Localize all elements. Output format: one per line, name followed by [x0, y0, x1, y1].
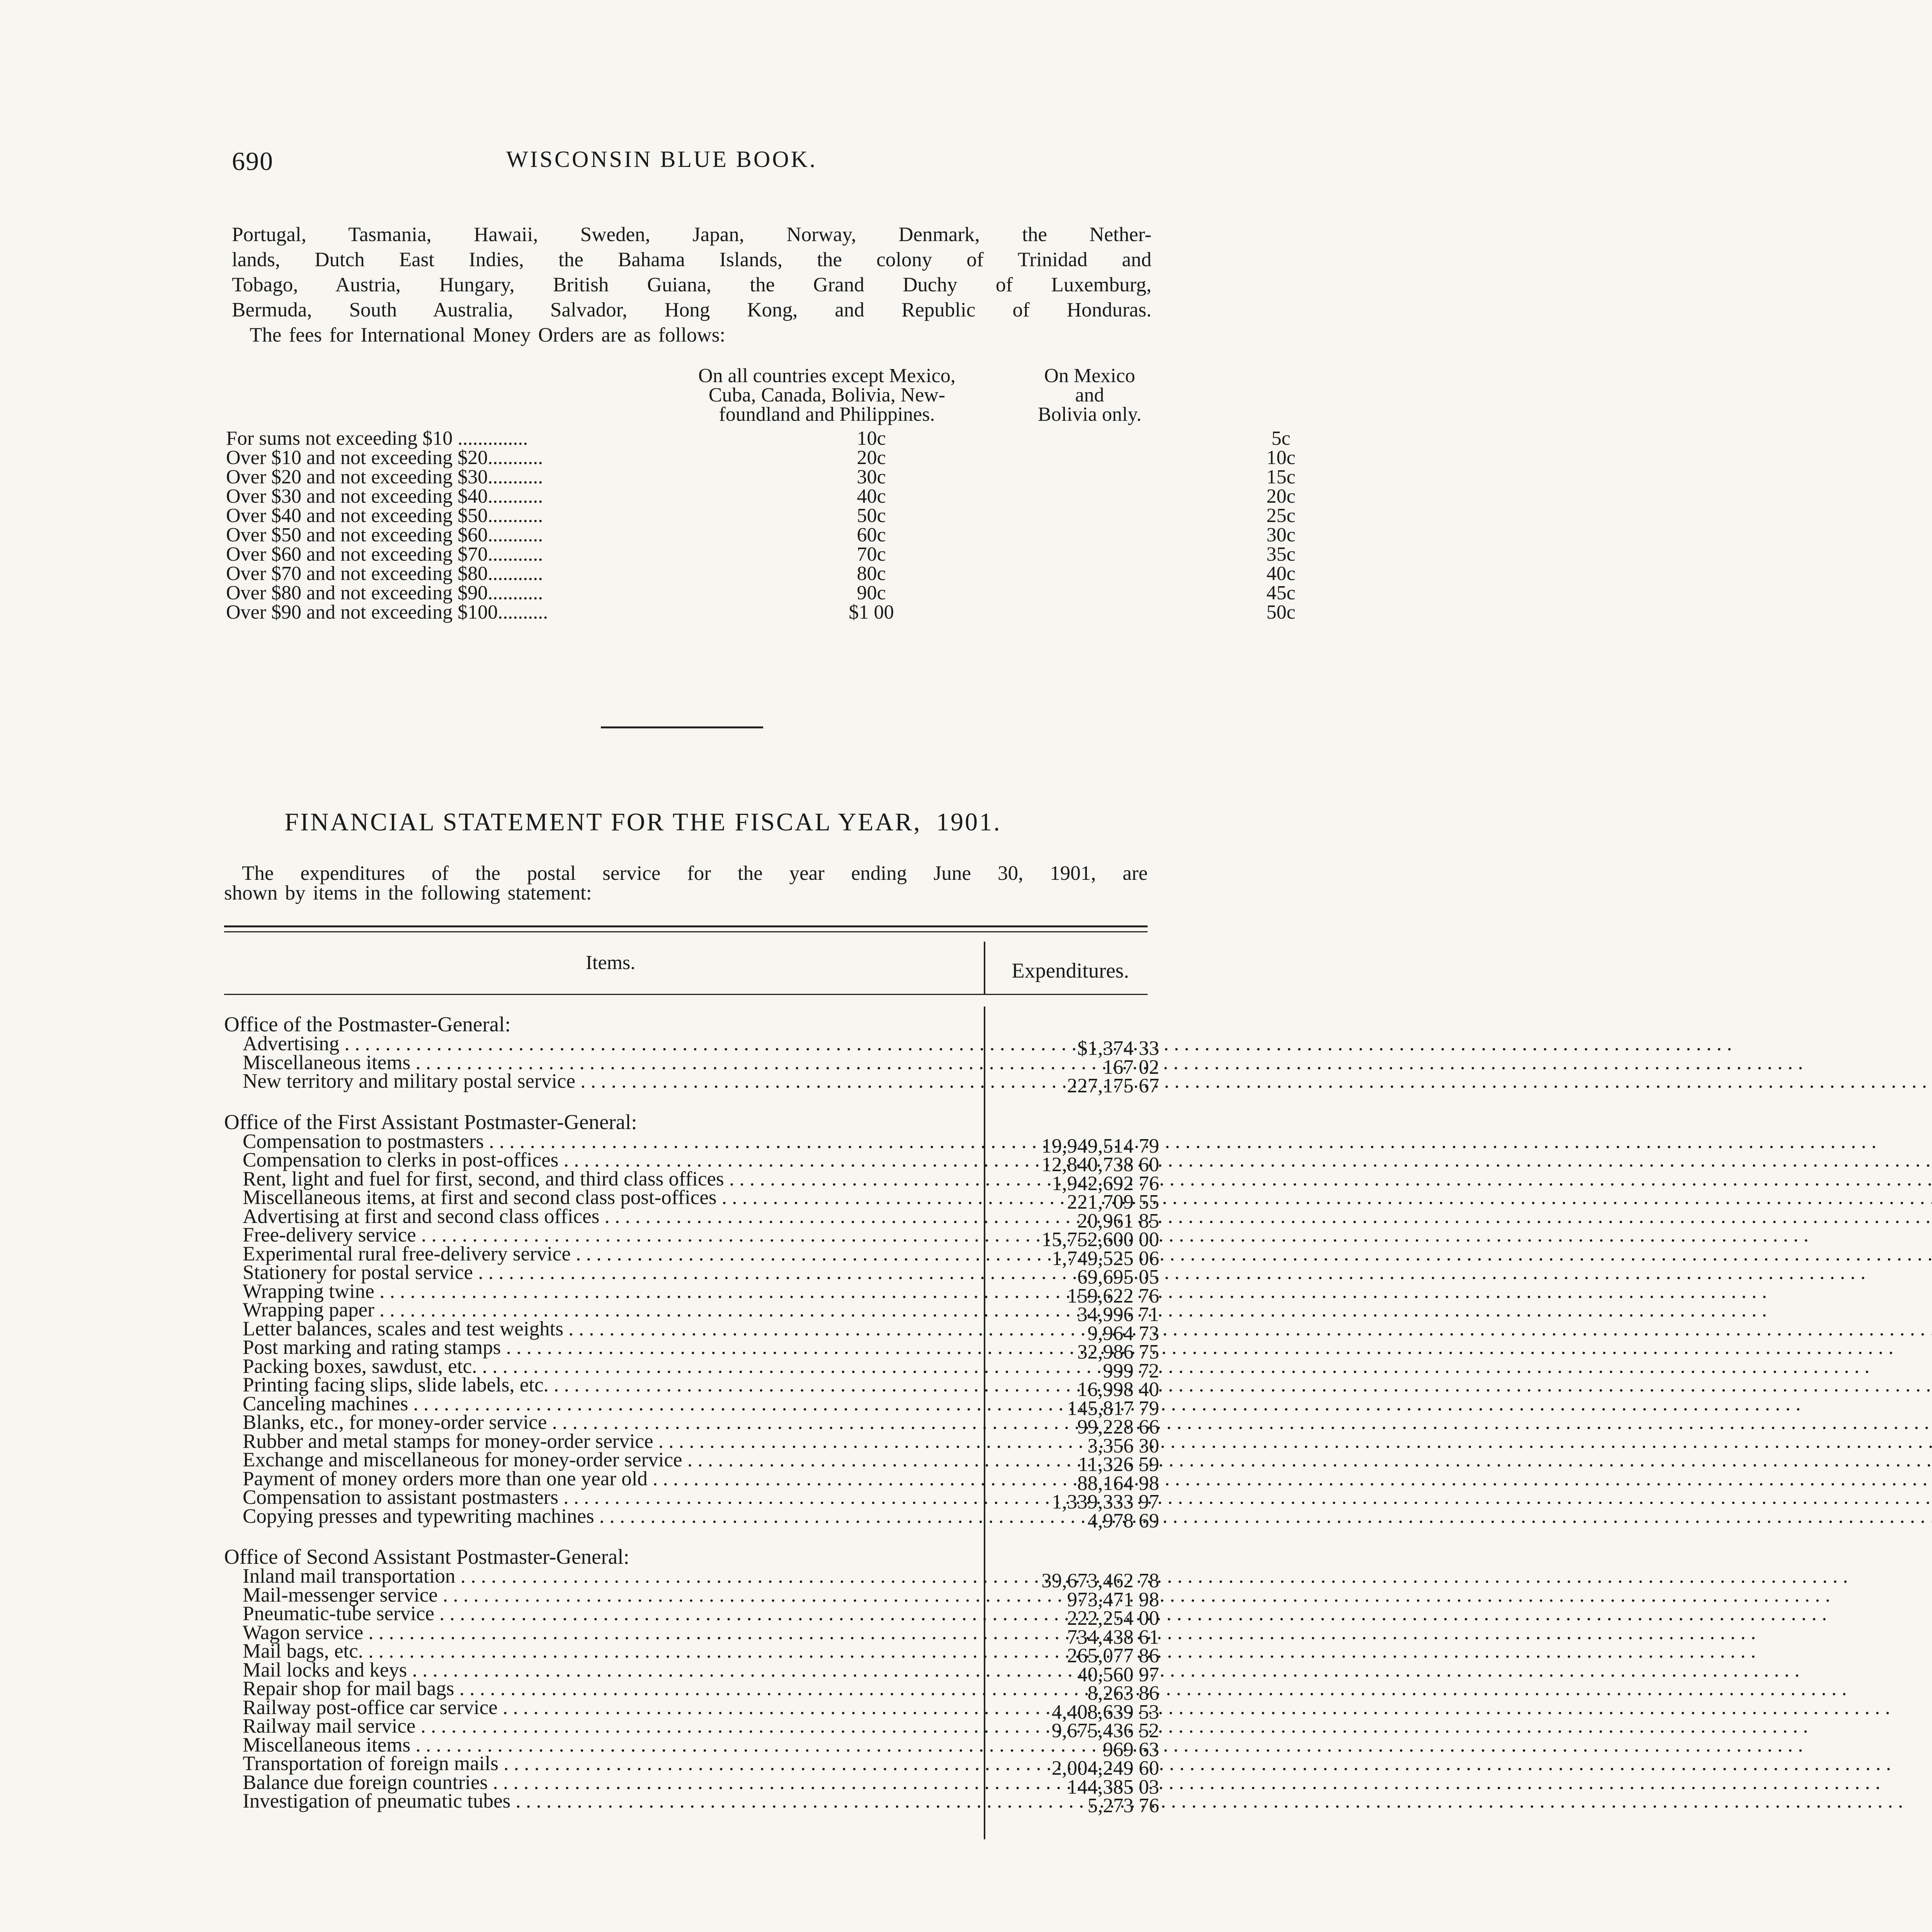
fee-col-all-header: On all countries except Mexico, Cuba, Canada, Bolivia, New- foundland and Philippines.: [698, 365, 956, 425]
section-divider: [601, 726, 763, 728]
item-label: Wrapping twine . . .: [243, 1282, 1015, 1301]
item-label: Printing facing slips, slide labels, etc. . . .: [243, 1376, 1015, 1394]
fee-row: [226, 601, 1296, 623]
item-label: Compensation to clerks in post-offices . . .: [243, 1151, 1015, 1169]
item-amount: 3,356 30: [1087, 1434, 1159, 1457]
table-row: [224, 1467, 1159, 1495]
item-amount: 145,817 79: [1067, 1397, 1159, 1420]
table-row: [224, 1658, 1159, 1686]
table-row: [224, 1280, 1159, 1307]
fee-row-label: Over $70 and not exceeding $80...........: [226, 563, 543, 585]
item-amount: 1,339,333 97: [1051, 1491, 1159, 1513]
header-column-divider: [984, 942, 985, 994]
table-row: [224, 1149, 1159, 1176]
fee-row: [226, 543, 1296, 565]
fee-all-value: 70c: [857, 543, 886, 565]
table-row: [224, 1242, 1159, 1270]
fee-row-label: Over $90 and not exceeding $100..........: [226, 601, 548, 623]
fee-mexico-value: 25c: [1266, 505, 1296, 527]
table-row: [224, 1070, 1159, 1097]
intro-paragraph: [232, 222, 1151, 348]
fee-all-value: 50c: [857, 505, 886, 527]
fee-col-mexico-header: On Mexico and Bolivia only.: [1037, 365, 1142, 425]
section-title: [0, 808, 1255, 837]
item-amount: 167 02: [1103, 1056, 1159, 1078]
table-row: [224, 1299, 1159, 1326]
item-amount: 144,385 03: [1067, 1776, 1159, 1798]
item-label: Miscellaneous items . . .: [243, 1736, 1015, 1754]
item-amount: 9,964 73: [1087, 1322, 1159, 1345]
fee-row: [226, 524, 1296, 546]
fee-mexico-value: 20c: [1266, 485, 1296, 507]
group-title: Office of the Postmaster-General:: [224, 1012, 511, 1036]
item-label: Wrapping paper . . .: [243, 1301, 1015, 1319]
fee-all-value: 80c: [857, 563, 886, 585]
section-title-text: FINANCIAL STATEMENT FOR THE FISCAL YEAR,: [284, 808, 922, 836]
item-label: Rent, light and fuel for first, second, and third class offices . . .: [243, 1170, 1015, 1188]
item-label: Compensation to postmasters . . .: [243, 1132, 1015, 1151]
item-amount: 1,942,692 76: [1051, 1172, 1159, 1195]
table-row: [224, 1790, 1159, 1817]
item-label: Miscellaneous items . . .: [243, 1053, 1015, 1072]
fee-table: [226, 427, 1296, 623]
table-row: [224, 1224, 1159, 1251]
fee-mexico-value: 15c: [1266, 466, 1296, 488]
table-row: [224, 1167, 1159, 1195]
item-amount: 99,228 66: [1077, 1416, 1159, 1438]
item-label: Rubber and metal stamps for money-order service . . .: [243, 1432, 1015, 1451]
item-amount: 16,998 40: [1077, 1378, 1159, 1401]
fee-all-value: 30c: [857, 466, 886, 488]
item-label: Railway mail service . . .: [243, 1717, 1015, 1735]
page-number: 690: [232, 146, 274, 176]
fee-mexico-value: 5c: [1271, 427, 1291, 449]
table-row: [224, 1621, 1159, 1648]
table-row: [224, 1186, 1159, 1213]
table-row: [224, 1486, 1159, 1513]
fee-row: [226, 505, 1296, 527]
item-label: Copying presses and typewriting machines . . .: [243, 1507, 1015, 1526]
financial-intro-line: The expenditures of the postal service for the year ending June 30, 1901, are: [242, 862, 1148, 884]
fee-all-value: 90c: [857, 582, 886, 604]
table-row: [224, 1205, 1159, 1232]
table-header-rule: [224, 994, 1148, 995]
item-label: Mail-messenger service . . .: [243, 1586, 1015, 1604]
table-row: [224, 1677, 1159, 1704]
fee-row: [226, 485, 1296, 507]
table-row: [224, 1392, 1159, 1420]
item-amount: 4,978 69: [1087, 1509, 1159, 1532]
fee-mexico-value: 45c: [1266, 582, 1296, 604]
item-amount: 11,326 59: [1078, 1453, 1159, 1476]
item-amount: 2,004,249 60: [1051, 1757, 1159, 1779]
table-row: [224, 1602, 1159, 1629]
item-amount: 9,675,436 52: [1051, 1719, 1159, 1742]
item-amount: 222,254 00: [1067, 1607, 1159, 1629]
item-label: Packing boxes, sawdust, etc. . . .: [243, 1357, 1015, 1376]
item-label: Mail bags, etc. . . .: [243, 1642, 1015, 1660]
expenditure-group: [224, 1110, 1159, 1532]
intro-line: Tobago, Austria, Hungary, British Guiana, the Grand Duchy of Luxemburg,: [232, 274, 1151, 296]
table-row: [224, 1505, 1159, 1532]
table-row: [224, 1771, 1159, 1798]
table-row: [224, 1565, 1159, 1592]
fee-row-label: Over $10 and not exceeding $20...........: [226, 447, 543, 469]
item-label: Advertising at first and second class offices . . .: [243, 1207, 1015, 1226]
fee-row-label: Over $40 and not exceeding $50...........: [226, 505, 543, 527]
item-amount: 227,175 67: [1067, 1075, 1159, 1097]
item-amount: 20,961 85: [1077, 1209, 1159, 1232]
item-label: Transportation of foreign mails . . .: [243, 1754, 1015, 1773]
item-amount: 221,709 55: [1067, 1191, 1159, 1213]
item-amount: 4,408,639 53: [1051, 1701, 1159, 1723]
table-row: [224, 1032, 1159, 1060]
item-amount: 8,263 86: [1087, 1682, 1159, 1704]
item-label: Post marking and rating stamps . . .: [243, 1338, 1015, 1357]
table-row: [224, 1449, 1159, 1476]
item-label: Wagon service . . .: [243, 1623, 1015, 1642]
item-amount: 69,695 05: [1077, 1266, 1159, 1288]
item-label: Exchange and miscellaneous for money-order service . . .: [243, 1451, 1015, 1469]
intro-line: Portugal, Tasmania, Hawaii, Sweden, Japan, Norway, Denmark, the Nether-: [232, 223, 1151, 246]
table-row: [224, 1261, 1159, 1288]
fee-row: [226, 427, 1291, 449]
table-row: [224, 1715, 1159, 1742]
item-label: Letter balances, scales and test weights . . .: [243, 1320, 1015, 1338]
financial-intro-line: shown by items in the following statement:: [224, 882, 592, 904]
item-label: New territory and military postal service . . .: [243, 1072, 1015, 1090]
item-label: Blanks, etc., for money-order service . . .: [243, 1413, 1015, 1432]
table-top-rule: [224, 925, 1148, 927]
fee-row: [226, 466, 1296, 488]
fee-row-label: Over $30 and not exceeding $40...........: [226, 485, 543, 507]
fee-row: [226, 447, 1296, 469]
item-amount: 12,840,738 60: [1041, 1153, 1159, 1176]
item-amount: 15,752,600 00: [1041, 1228, 1159, 1251]
fee-all-value: $1 00: [849, 601, 894, 623]
item-label: Miscellaneous items, at first and second class post-offices . . .: [243, 1188, 1015, 1207]
intro-line: Bermuda, South Australia, Salvador, Hong Kong, and Republic of Honduras.: [232, 299, 1151, 321]
item-amount: 999 72: [1103, 1359, 1159, 1382]
item-amount: 159,622 76: [1067, 1284, 1159, 1307]
item-label: Stationery for postal service . . .: [243, 1263, 1015, 1282]
item-amount: 969 63: [1103, 1738, 1159, 1761]
table-row: [224, 1583, 1159, 1611]
table-row: [224, 1411, 1159, 1438]
fee-row-label: Over $50 and not exceeding $60...........: [226, 524, 543, 546]
item-amount: 973,471 98: [1067, 1588, 1159, 1611]
item-label: Mail locks and keys . . .: [243, 1661, 1015, 1679]
item-label: Free-delivery service . . .: [243, 1226, 1015, 1244]
item-label: Inland mail transportation . . .: [243, 1567, 1015, 1585]
column-header-items: Items.: [585, 952, 636, 974]
table-top-rule-thin: [224, 931, 1148, 932]
fee-all-value: 10c: [857, 427, 886, 449]
item-amount: 39,673,462 78: [1041, 1570, 1159, 1592]
expenditure-group: [224, 1545, 1159, 1817]
group-title: Office of Second Assistant Postmaster-General:: [224, 1545, 629, 1568]
item-amount: 19,949,514 79: [1041, 1134, 1159, 1157]
expenditure-group: [224, 1012, 1159, 1097]
table-row: [224, 1336, 1159, 1363]
item-label: Payment of money orders more than one year old . . .: [243, 1469, 1015, 1488]
item-amount: 88,164 98: [1077, 1472, 1159, 1495]
item-label: Advertising . . .: [243, 1034, 1015, 1053]
table-row: [224, 1430, 1159, 1457]
item-label: Balance due foreign countries . . .: [243, 1773, 1015, 1792]
intro-line: lands, Dutch East Indies, the Bahama Islands, the colony of Trinidad and: [232, 248, 1151, 271]
item-amount: 40,560 97: [1077, 1663, 1159, 1686]
fee-mexico-value: 35c: [1266, 543, 1296, 565]
item-amount: 5,273 76: [1087, 1794, 1159, 1817]
table-row: [224, 1374, 1159, 1401]
item-label: Railway post-office car service . . .: [243, 1698, 1015, 1717]
fee-row: [226, 582, 1296, 604]
table-row: [224, 1733, 1159, 1761]
table-row: [224, 1051, 1159, 1078]
table-row: [224, 1752, 1159, 1779]
item-label: Pneumatic-tube service . . .: [243, 1604, 1015, 1623]
item-amount: 265,077 86: [1067, 1645, 1159, 1667]
table-row: [224, 1640, 1159, 1667]
fee-all-value: 40c: [857, 485, 886, 507]
section-title-year: 1901.: [936, 808, 1002, 836]
fee-all-value: 60c: [857, 524, 886, 546]
item-amount: 734,438 61: [1067, 1626, 1159, 1648]
item-amount: 34,996 71: [1077, 1303, 1159, 1326]
financial-intro: [224, 861, 1148, 906]
fee-mexico-value: 10c: [1266, 447, 1296, 469]
running-title: WISCONSIN BLUE BOOK.: [506, 146, 817, 172]
table-row: [224, 1355, 1159, 1382]
fee-row-label: Over $80 and not exceeding $90...........: [226, 582, 543, 604]
fee-mexico-value: 40c: [1266, 563, 1296, 585]
fee-mexico-value: 50c: [1266, 601, 1296, 623]
item-label: Investigation of pneumatic tubes . . .: [243, 1792, 1015, 1810]
fees-intro: The fees for International Money Orders are as follows:: [250, 324, 726, 346]
fee-row-label: Over $20 and not exceeding $30...........: [226, 466, 543, 488]
item-amount: 1,749,525 06: [1051, 1247, 1159, 1270]
item-amount: $1,374 33: [1077, 1037, 1159, 1060]
item-label: Repair shop for mail bags . . .: [243, 1679, 1015, 1698]
item-label: Canceling machines . . .: [243, 1395, 1015, 1413]
table-row: [224, 1696, 1159, 1723]
item-label: Compensation to assistant postmasters . . .: [243, 1488, 1015, 1507]
expenditure-table: [224, 1014, 1159, 1832]
item-amount: 32,986 75: [1077, 1341, 1159, 1363]
column-header-expenditures: Expenditures.: [1012, 959, 1129, 982]
table-row: [224, 1317, 1159, 1345]
table-row: [224, 1130, 1159, 1157]
fee-all-value: 20c: [857, 447, 886, 469]
page-header: [232, 146, 1151, 181]
item-label: Experimental rural free-delivery service . . .: [243, 1245, 1015, 1263]
fee-mexico-value: 30c: [1266, 524, 1296, 546]
group-title: Office of the First Assistant Postmaster-General:: [224, 1110, 637, 1134]
fee-row-label: Over $60 and not exceeding $70...........: [226, 543, 543, 565]
fee-row-label: For sums not exceeding $10 ..............: [226, 427, 528, 449]
fee-row: [226, 563, 1296, 585]
fee-table-header: [626, 366, 1159, 432]
